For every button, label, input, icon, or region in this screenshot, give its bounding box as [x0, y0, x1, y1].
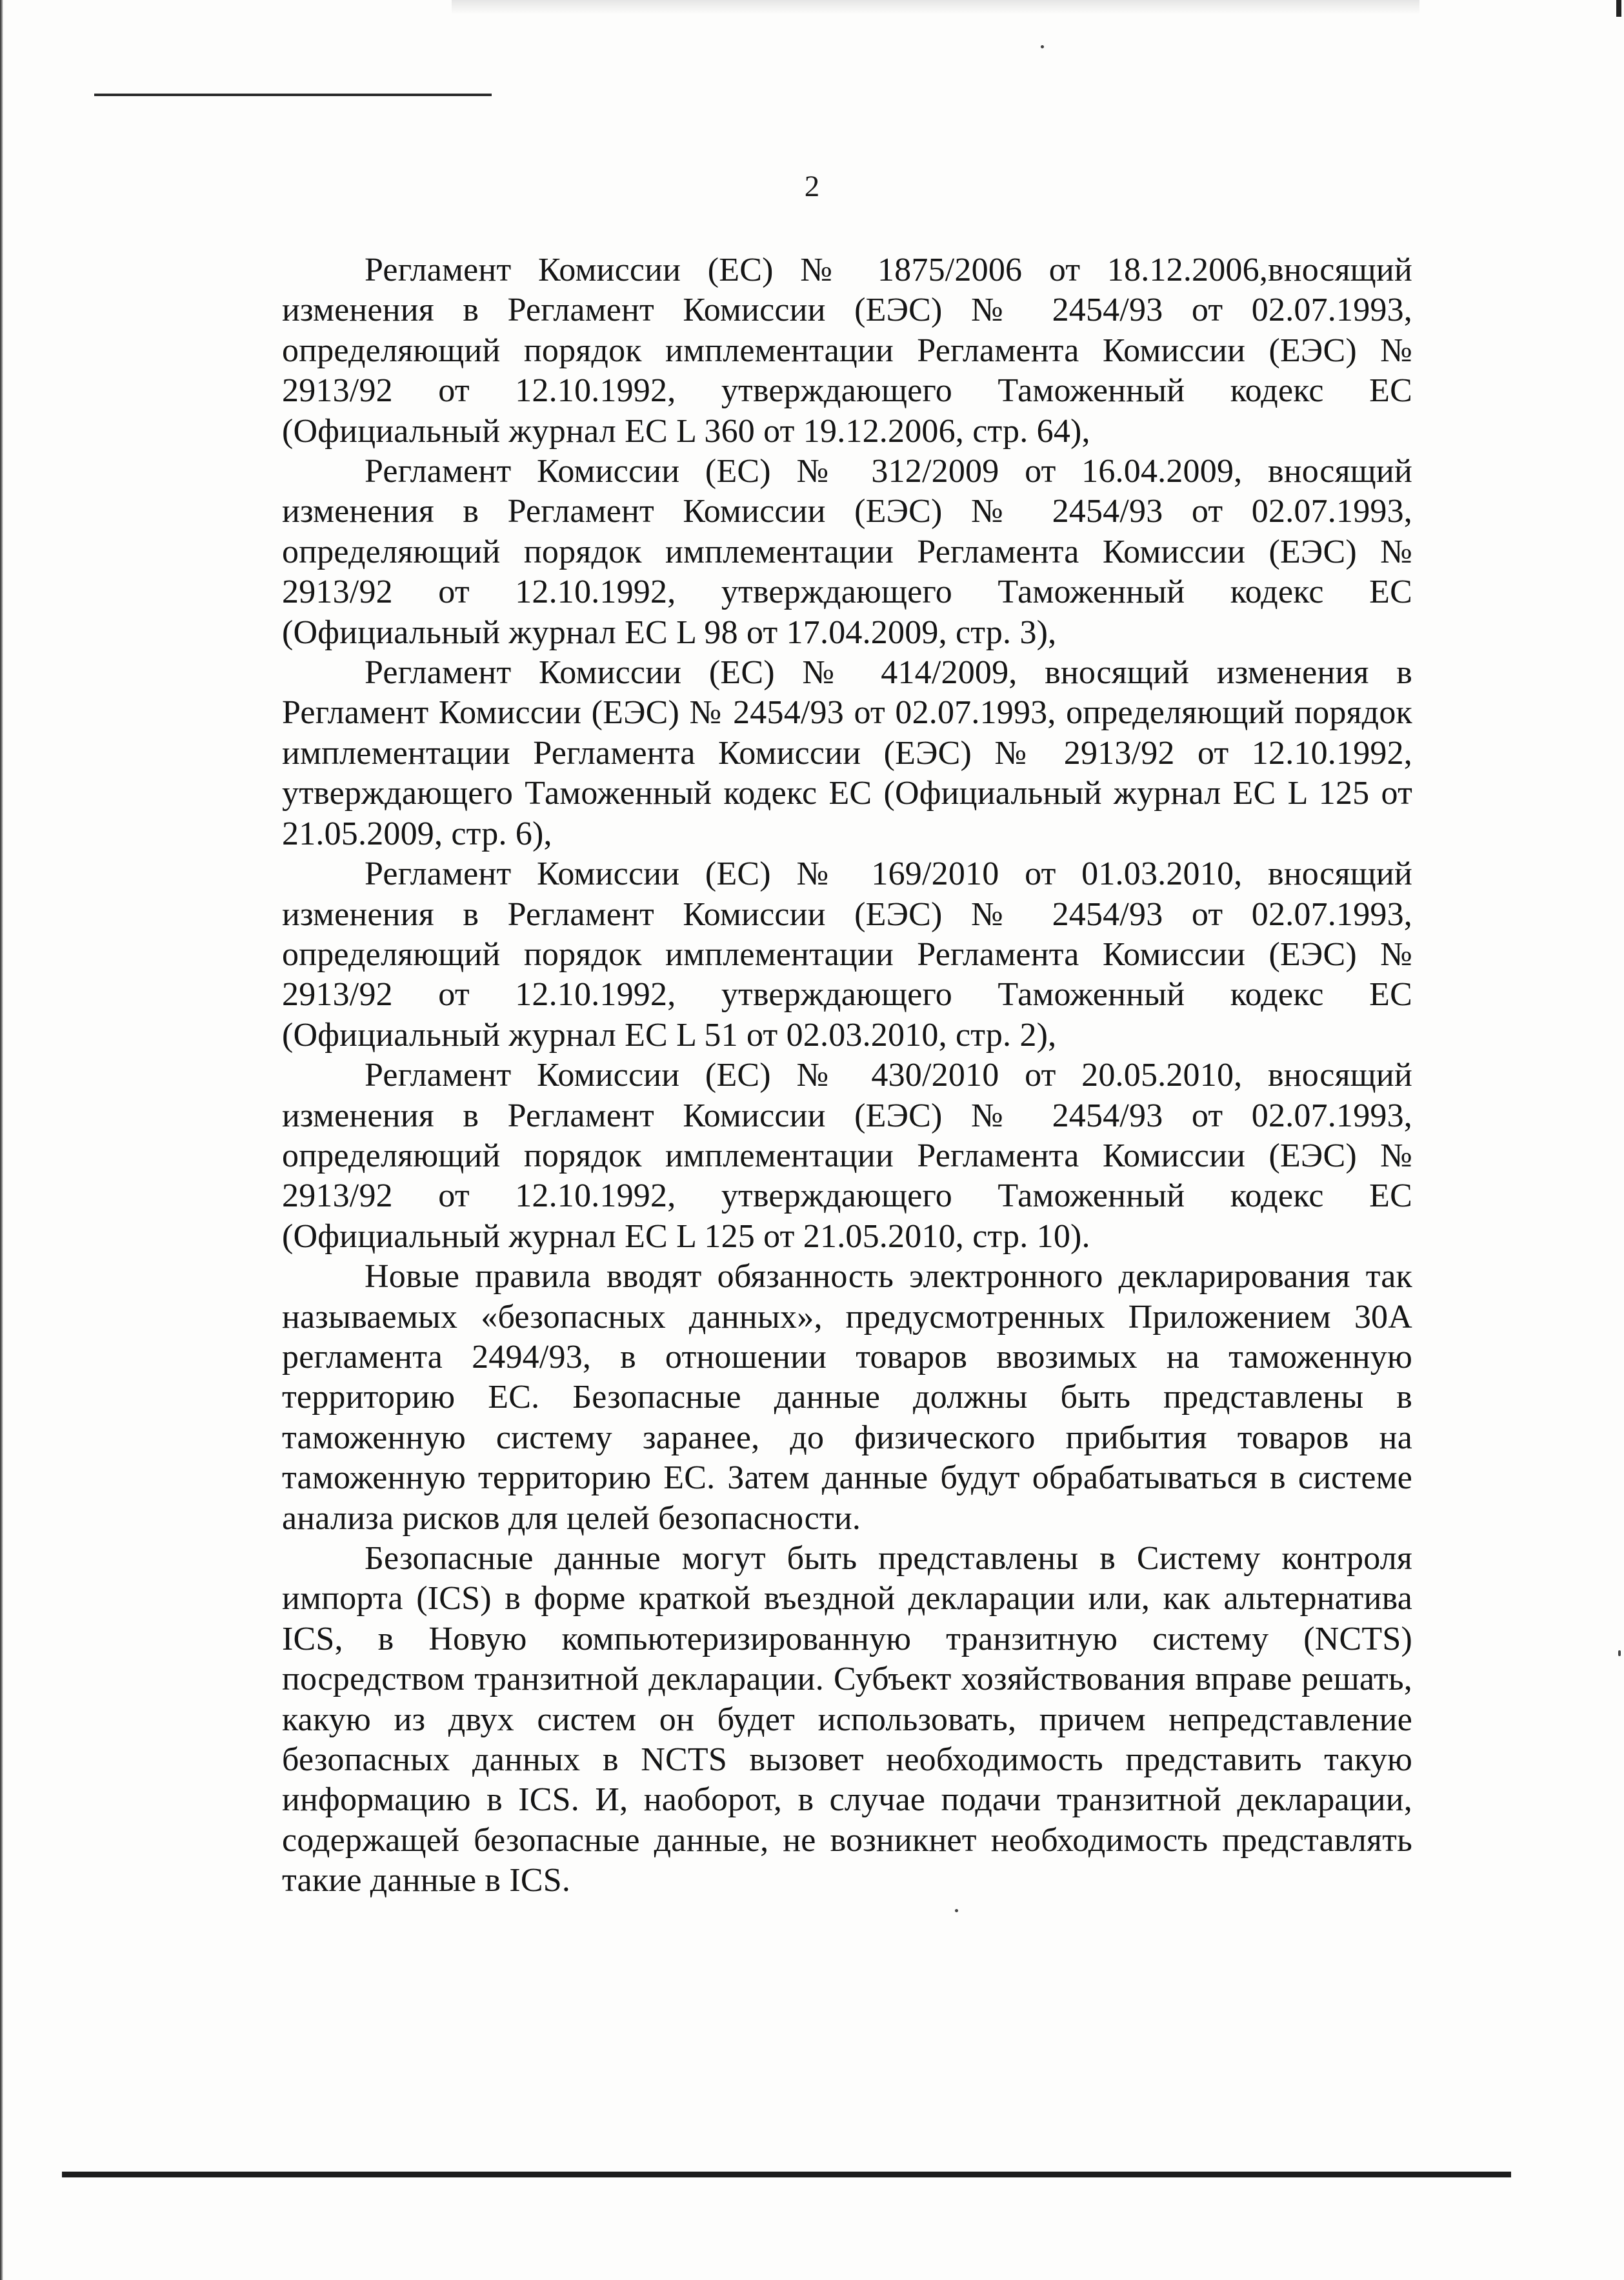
paragraph-regulation-414-2009: Регламент Комиссии (ЕС) № 414/2009, вносящий изменения в Регламент Комиссии (ЕЭС) № 2454/93 от 02.07.1993, определяющий порядок имплементации Регламента Комиссии (ЕЭС) № 2913/92 от 12.10.1992, утверждающего Таможенный кодекс ЕС (Официальный журнал ЕС L 125 от 21.05.2009, стр. 6), [282, 654, 1412, 852]
paragraph-security-data: Безопасные данные могут быть представлены в Систему контроля импорта (ICS) в форме краткой въездной декларации или, как альтернатива ICS, в Новую компьютеризированную транзитную систему (NCTS) посредством транзитной декларации. Субъект хозяйствования вправе решать, какую из двух систем он будет использовать, причем непредставление безопасных данных в NCTS вызовет необходимость представить такую информацию в ICS. И, наоборот, в случае подачи транзитной декларации, содержащей безопасные данные, не возникнет необходимость представлять такие данные в ICS. [282, 1540, 1412, 1899]
paragraph-new-rules: Новые правила вводят обязанность электронного декларирования так называемых «безопасных данных», предусмотренных Приложением 30А регламента 2494/93, в отношении товаров ввозимых на таможенную территорию ЕС. Безопасные данные должны быть представлены в таможенную систему заранее, до физического прибытия товаров на таможенную территорию ЕС. Затем данные будут обрабатываться в системе анализа рисков для целей безопасности. [282, 1258, 1412, 1537]
bottom-rule [62, 2172, 1511, 2177]
paragraph-regulation-1875-2006: Регламент Комиссии (ЕС) № 1875/2006 от 18.12.2006,вносящий изменения в Регламент Комиссии (ЕЭС) № 2454/93 от 02.07.1993, определяющий порядок имплементации Регламента Комиссии (ЕЭС) № 2913/92 от 12.10.1992, утверждающего Таможенный кодекс ЕС (Официальный журнал ЕС L 360 от 19.12.2006, стр. 64), [282, 252, 1412, 450]
paragraph-regulation-169-2010: Регламент Комиссии (ЕС) № 169/2010 от 01.03.2010, вносящий изменения в Регламент Комиссии (ЕЭС) № 2454/93 от 02.07.1993, определяющий порядок имплементации Регламента Комиссии (ЕЭС) № 2913/92 от 12.10.1992, утверждающего Таможенный кодекс ЕС (Официальный журнал ЕС L 51 от 02.03.2010, стр. 2), [282, 855, 1412, 1054]
scan-left-edge [0, 0, 3, 2280]
paragraph-regulation-312-2009: Регламент Комиссии (ЕС) № 312/2009 от 16.04.2009, вносящий изменения в Регламент Комиссии (ЕЭС) № 2454/93 от 02.07.1993, определяющий порядок имплементации Регламента Комиссии (ЕЭС) № 2913/92 от 12.10.1992, утверждающего Таможенный кодекс ЕС (Официальный журнал ЕС L 98 от 17.04.2009, стр. 3), [282, 453, 1412, 651]
page-number: 2 [804, 170, 820, 203]
top-rule [94, 94, 492, 96]
paragraph-regulation-430-2010: Регламент Комиссии (ЕС) № 430/2010 от 20.05.2010, вносящий изменения в Регламент Комиссии (ЕЭС) № 2454/93 от 02.07.1993, определяющий порядок имплементации Регламента Комиссии (ЕЭС) № 2913/92 от 12.10.1992, утверждающего Таможенный кодекс ЕС (Официальный журнал ЕС L 125 от 21.05.2010, стр. 10). [282, 1057, 1412, 1255]
scan-speck [1041, 45, 1044, 48]
scan-corner-mark [1616, 0, 1621, 17]
scan-speck [955, 1909, 958, 1912]
document-body [282, 250, 1412, 1901]
scan-top-shadow [452, 0, 1419, 14]
scan-speck [1618, 1650, 1621, 1656]
